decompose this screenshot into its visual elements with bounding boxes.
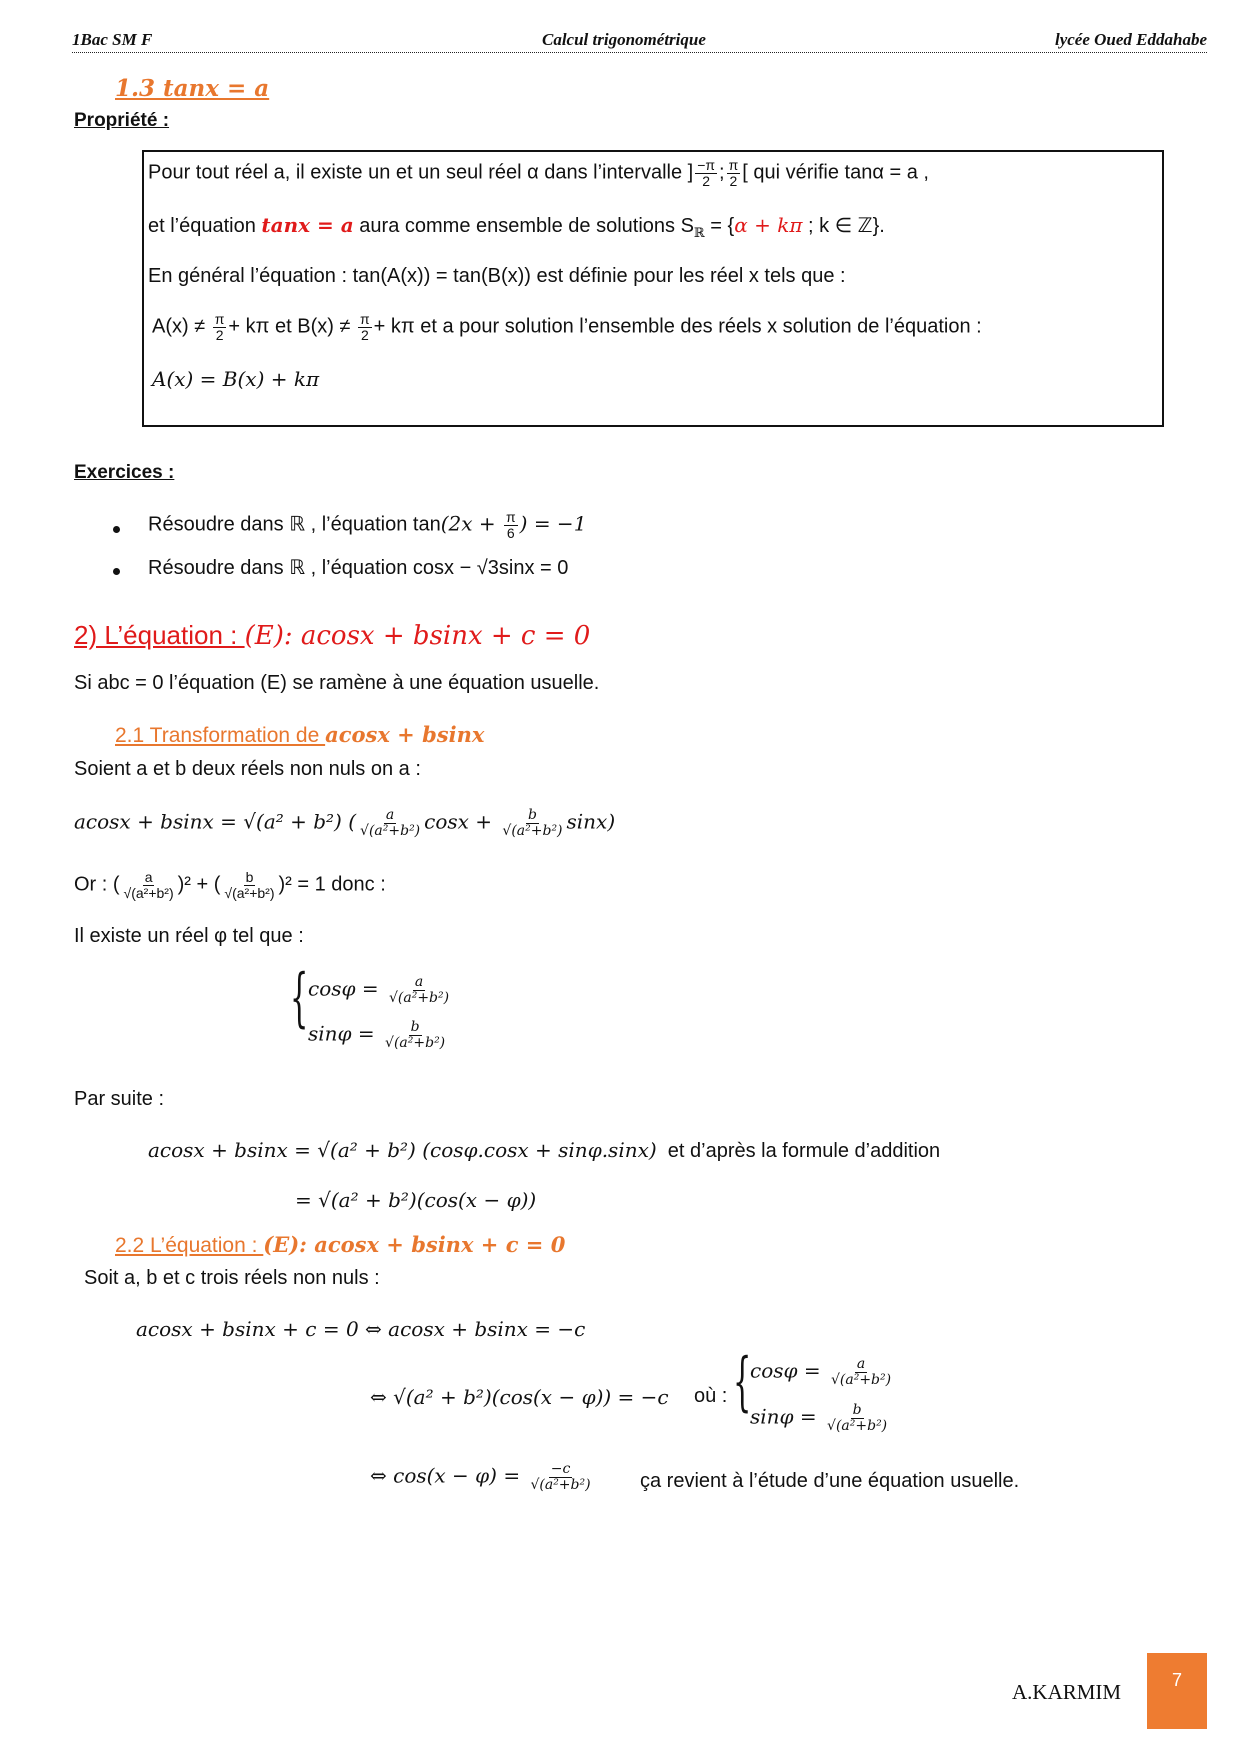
equiv-line-1: acosx + bsinx + c = 0 ⇔ acosx + bsinx = −c [136, 1317, 586, 1341]
ex1-b: (2x + [440, 511, 502, 536]
box-l2f: ; k ∈ ℤ}. [802, 215, 885, 237]
sin-phi-label: sinφ = [308, 1021, 382, 1046]
property-label: Propriété : [74, 110, 170, 131]
exercise-2: Résoudre dans ℝ , l’équation cosx − √3sinx = 0 [148, 557, 569, 579]
box-line-3: En général l’équation : tan(A(x)) = tan(B(x)) est définie pour les réel x tels que : [148, 265, 846, 287]
frac-num: b [245, 869, 254, 885]
or-line [74, 870, 386, 900]
box-line-4 [152, 312, 982, 342]
frac-a-sqrt [829, 1357, 893, 1387]
frac-neg-pi-2 [695, 158, 717, 188]
frac-den: √(a²+b²) [502, 822, 563, 839]
frac-num: π [214, 311, 225, 327]
or-a: Or : ( [74, 873, 120, 896]
box-l1a: Pour tout réel a, il existe un et un seul réel α dans l’intervalle ] [148, 161, 694, 184]
frac-den: 2 [215, 326, 224, 343]
frac-den: 2 [702, 172, 710, 189]
header-title: Calcul trigonométrique [542, 30, 706, 49]
ps1-eq: acosx + bsinx = √(a² + b²) (cosφ.cosx + sinφ.sinx) [148, 1138, 657, 1162]
frac-num: π [505, 509, 516, 525]
box-l1b: [ qui vérifie tanα = a , [742, 161, 929, 184]
system-sin-phi [308, 1020, 449, 1050]
frac-den: √(a²+b²) [530, 1476, 591, 1493]
soit-line: Soit a, b et c trois réels non nuls : [84, 1267, 380, 1289]
frac-num: a [144, 869, 153, 885]
ou-label: où : [694, 1385, 728, 1407]
ps1-text: et d’après la formule d’addition [667, 1140, 941, 1162]
brace-icon: { [733, 1345, 752, 1419]
section-2-line: Si abc = 0 l’équation (E) se ramène à une équation usuelle. [74, 672, 600, 694]
frac-pi-6 [504, 510, 518, 540]
box-l4a: A(x) ≠ [152, 315, 211, 338]
frac-a-sqrt [358, 808, 422, 838]
sin-phi-label: sinφ = [750, 1404, 824, 1429]
sec2-title-a: 2) L’équation : [74, 620, 245, 650]
eq1-c: sinx) [566, 809, 616, 834]
box-l2d: = { [704, 215, 735, 237]
frac-b-sqrt [222, 870, 276, 900]
box-l4c: + kπ et a pour solution l’ensemble des réels x solution de l’équation : [373, 315, 982, 338]
exists-line: Il existe un réel φ tel que : [74, 925, 304, 947]
or-c: )² = 1 donc : [278, 873, 386, 896]
frac-den: √(a²+b²) [830, 1371, 892, 1388]
equiv-line-3 [370, 1462, 595, 1492]
cos-phi-label: cosφ = [308, 976, 385, 1001]
page-header [72, 30, 1207, 53]
eq1-b: cosx + [424, 809, 499, 834]
box-line-2 [148, 213, 885, 241]
header-school: lycée Oued Eddahabe [1054, 30, 1207, 49]
ex1-c: ) = −1 [519, 511, 587, 536]
box-line-1: Pour tout réel a, il existe un et un seul réel α dans l’intervalle ] $\frac{-\pi}{2}$ ; $\frac{\pi}{2}$ [ qui vérifie tanα = a , [148, 157, 929, 189]
frac-den: √(a²+b²) [385, 1034, 446, 1051]
page-number: 7 [1171, 1670, 1182, 1690]
frac-pi-2 [358, 312, 372, 342]
box-l2a: et l’équation [148, 215, 262, 237]
brace-icon: { [290, 961, 309, 1035]
frac-num: a [414, 974, 424, 990]
exercises-label: Exercices : [74, 462, 175, 483]
par-suite-line-2: = √(a² + b²)(cos(x − φ)) [295, 1188, 537, 1212]
transform-equation [74, 808, 615, 838]
section-1-3-title: 1.3 tanx = a [115, 75, 270, 102]
frac-a-sqrt [387, 975, 451, 1005]
section-2-2-title [115, 1232, 565, 1258]
system2-cos-phi [750, 1357, 895, 1387]
bullet-icon [113, 526, 120, 533]
or-b: )² + ( [177, 873, 221, 896]
page-number-box [1147, 1653, 1207, 1729]
frac-den: √(a²+b²) [388, 989, 450, 1006]
frac-neg-c-sqrt [528, 1462, 592, 1492]
frac-num: b [852, 1402, 862, 1418]
frac-b-sqrt [383, 1020, 447, 1050]
frac-a-sqrt [122, 870, 176, 900]
frac-num: a [856, 1356, 866, 1372]
sec21-title-b: acosx + bsinx [325, 722, 485, 747]
box-l4b: + kπ et B(x) ≠ [228, 315, 356, 338]
bullet-icon [113, 568, 120, 575]
box-l2b: tanx = a [261, 213, 354, 237]
frac-num: π [360, 311, 370, 327]
sec2-title-b: (E): acosx + bsinx + c = 0 [244, 621, 591, 651]
footer-author: A.KARMIM [1012, 1680, 1122, 1704]
frac-den: √(a²+b²) [123, 884, 174, 901]
soient-line: Soient a et b deux réels non nuls on a : [74, 758, 421, 780]
frac-den: 6 [506, 524, 515, 541]
box-l2e: α + kπ [734, 213, 803, 237]
equiv-line-3-text: ça revient à l’étude d’une équation usuelle. [640, 1470, 1020, 1492]
frac-pi-2 [727, 158, 741, 188]
system-cos-phi [308, 975, 453, 1005]
frac-b-sqrt [500, 808, 564, 838]
header-class: 1Bac SM F [72, 30, 153, 49]
par-suite-label: Par suite : [74, 1088, 165, 1110]
section-2-title [74, 620, 590, 651]
l3-eq: ⇔ cos(x − φ) = [370, 1463, 527, 1488]
exercise-1 [148, 510, 586, 540]
system2-sin-phi [750, 1403, 891, 1433]
frac-num: b [527, 807, 537, 823]
box-l2-sub: ℝ [693, 226, 705, 241]
equiv-line-2: ⇔ √(a² + b²)(cos(x − φ)) = −c [370, 1385, 669, 1409]
frac-pi-2 [213, 312, 227, 342]
frac-den: 2 [729, 172, 738, 189]
frac-num: −π [697, 157, 716, 173]
frac-num: a [385, 807, 395, 823]
section-2-1-title [115, 722, 484, 748]
frac-den: √(a²+b²) [360, 822, 421, 839]
frac-num: −c [550, 1461, 571, 1477]
par-suite-line-1 [148, 1138, 940, 1163]
box-line-5: A(x) = B(x) + kπ [152, 367, 320, 391]
frac-num: b [410, 1019, 420, 1035]
cos-phi-label: cosφ = [750, 1358, 827, 1383]
sec21-title-a: 2.1 Transformation de [115, 724, 326, 747]
frac-b-sqrt [825, 1403, 889, 1433]
frac-num: π [728, 157, 739, 173]
eq1-a: acosx + bsinx = √(a² + b²) ( [74, 809, 357, 834]
frac-den: √(a²+b²) [827, 1417, 888, 1434]
sec22-title-b: (E): acosx + bsinx + c = 0 [263, 1232, 566, 1257]
sec22-title-a: 2.2 L’équation : [115, 1234, 264, 1257]
ex1-a: Résoudre dans ℝ , l’équation tan [148, 513, 441, 536]
box-l2c: aura comme ensemble de solutions S [353, 215, 694, 237]
frac-den: √(a²+b²) [224, 884, 275, 901]
frac-den: 2 [360, 326, 369, 343]
